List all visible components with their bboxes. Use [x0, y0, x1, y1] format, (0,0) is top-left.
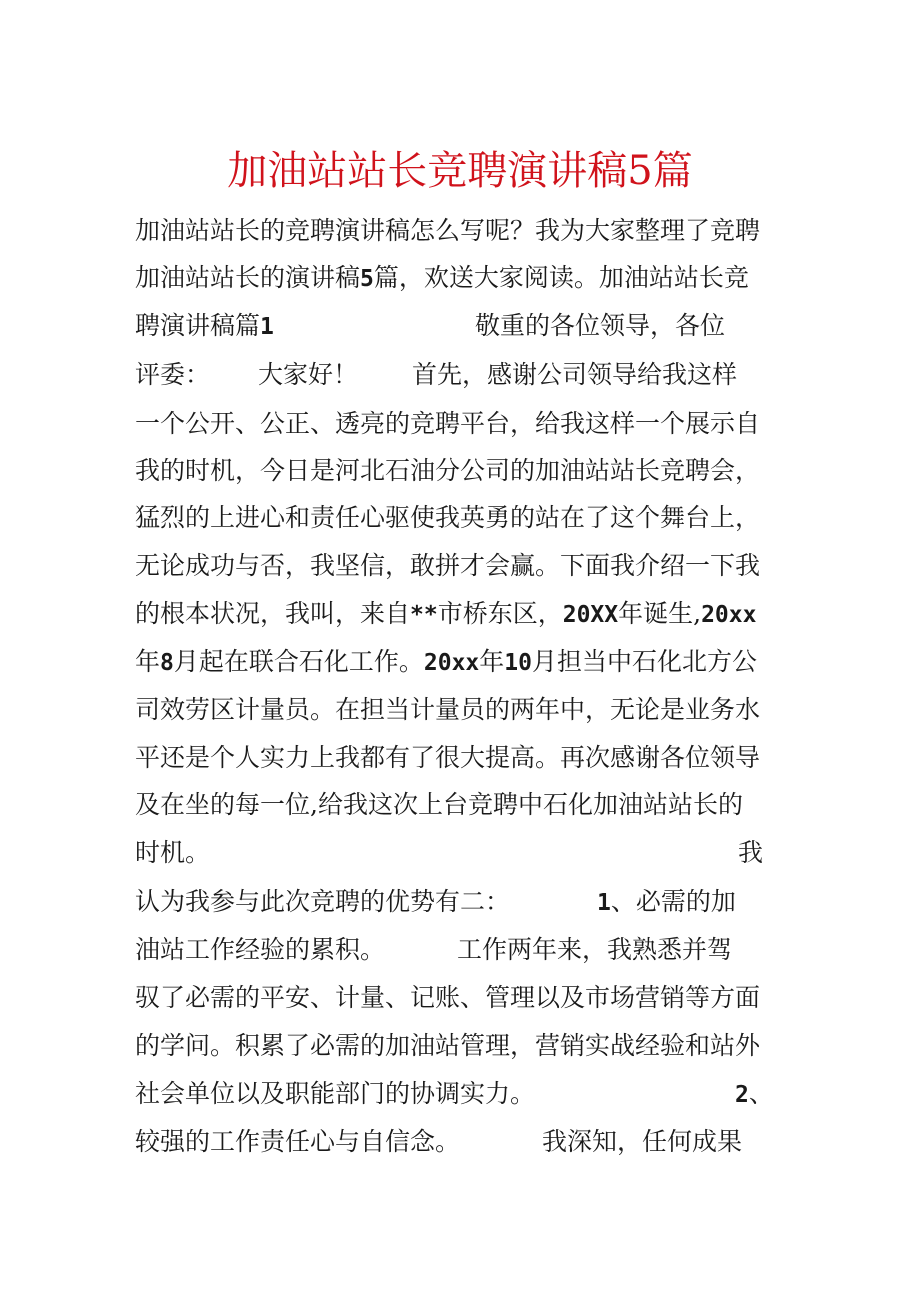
text-segment: 猛烈的上进心和责任心驱使我英勇的站在了这个舞台上， — [135, 503, 761, 532]
text-segment: 大家好！ — [258, 360, 359, 389]
text-segment: 1、必需的加 — [597, 887, 736, 916]
text-segment: 2、 — [735, 1079, 774, 1108]
text-segment: 一个公开、公正、透亮的竞聘平台，给我这样一个展示自 — [135, 409, 761, 438]
text-segment: 工作两年来，我熟悉并驾 — [457, 935, 733, 964]
text-segment: 评委： — [135, 360, 211, 389]
text-segment: 油站工作经验的累积。 — [135, 935, 386, 964]
document-title: 加油站站长竞聘演讲稿5篇 — [227, 148, 693, 194]
text-segment: 时机。 — [135, 838, 211, 867]
text-segment: 我 — [738, 838, 764, 867]
text-segment: 我深知，任何成果 — [542, 1127, 743, 1156]
text-segment: 及在坐的每一位,给我这次上台竞聘中石化加油站站长的 — [135, 790, 743, 819]
text-segment: 的根本状况，我叫，来自**市桥东区，20XX年诞生,20xx — [135, 599, 757, 628]
text-segment: 驭了必需的平安、计量、记账、管理以及市场营销等方面 — [135, 983, 761, 1012]
text-segment: 加油站站长的演讲稿5篇，欢送大家阅读。加油站站长竞 — [135, 263, 749, 292]
text-segment: 加油站站长的竞聘演讲稿怎么写呢？我为大家整理了竞聘 — [135, 216, 761, 245]
text-segment: 首先，感谢公司领导给我这样 — [412, 360, 738, 389]
text-segment: 的学问。积累了必需的加油站管理，营销实战经验和站外 — [135, 1031, 761, 1060]
text-segment: 较强的工作责任心与自信念。 — [135, 1127, 461, 1156]
text-segment: 我的时机，今日是河北石油分公司的加油站站长竞聘会， — [135, 456, 761, 485]
text-segment: 平还是个人实力上我都有了很大提高。再次感谢各位领导 — [135, 743, 761, 772]
text-segment: 认为我参与此次竞聘的优势有二： — [135, 887, 511, 916]
text-segment: 司效劳区计量员。在担当计量员的两年中，无论是业务水 — [135, 695, 761, 724]
text-segment: 年8月起在联合石化工作。20xx年10月担当中石化北方公 — [135, 647, 758, 676]
text-segment: 无论成功与否，我坚信，敢拼才会赢。下面我介绍一下我 — [135, 551, 761, 580]
text-segment: 社会单位以及职能部门的协调实力。 — [135, 1079, 536, 1108]
text-segment: 聘演讲稿篇1 — [135, 311, 274, 340]
text-segment: 敬重的各位领导，各位 — [475, 311, 726, 340]
